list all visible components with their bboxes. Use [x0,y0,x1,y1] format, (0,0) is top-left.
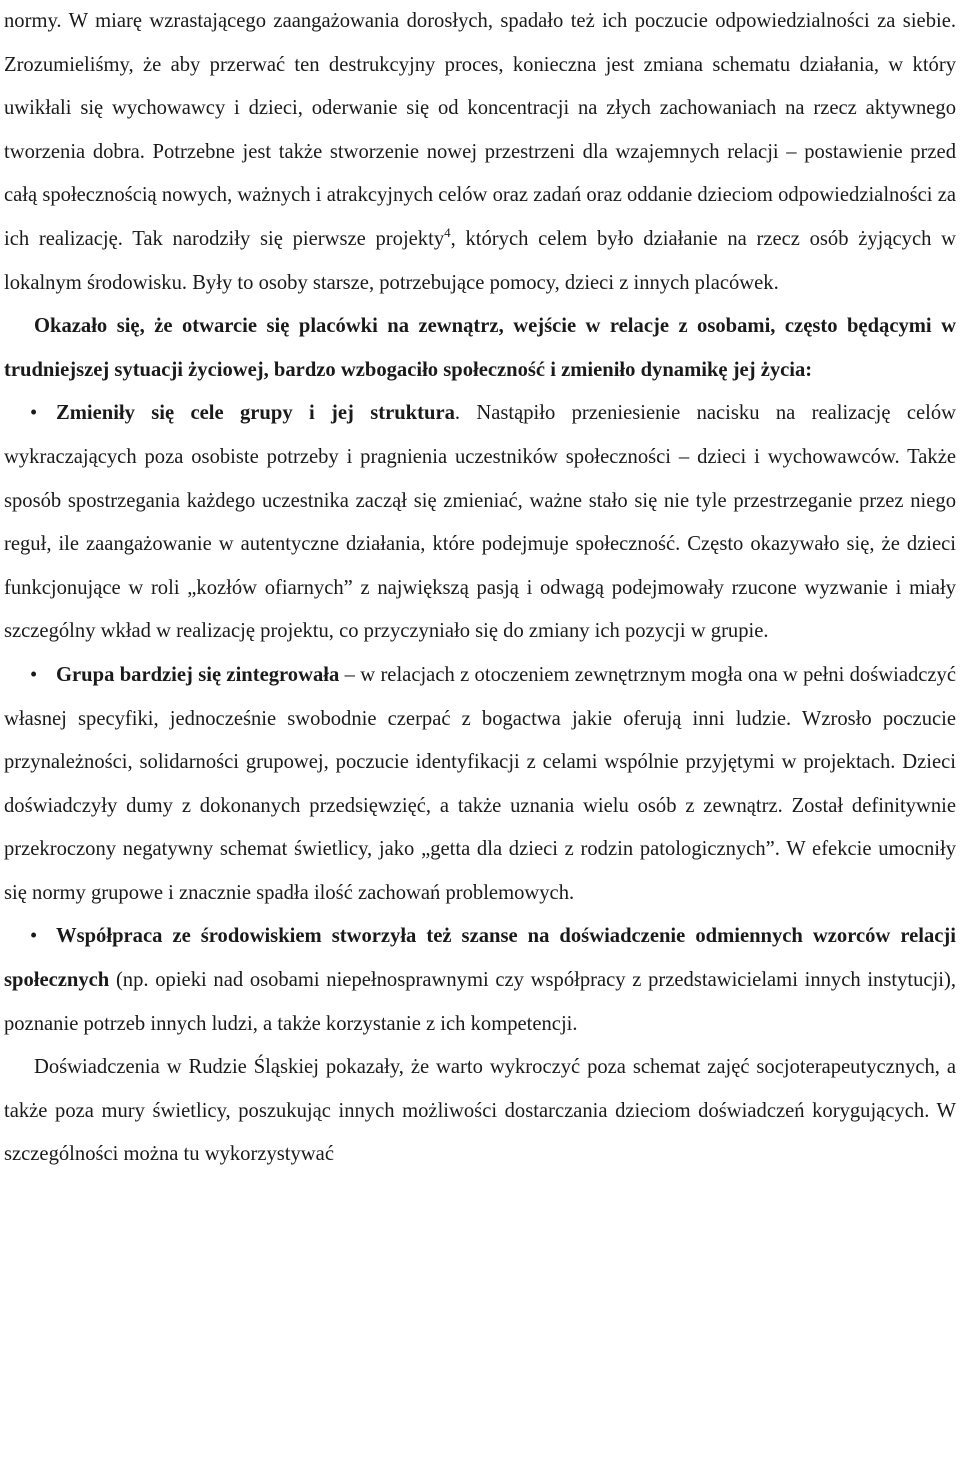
bullet-marker: • [30,402,38,425]
bullet-item-3-text: (np. opieki nad osobami niepełnosprawnymi czy współpracy z przedstawicielami innych instytucji), poznanie potrzeb innych ludzi, a także korzystanie z ich kompetencji. [4,969,956,1035]
bullet-item-3-heading: Współpraca ze środowiskiem stworzyła też szanse na doświadczenie odmiennych wzorców relacji społecznych [4,925,956,992]
footnote-reference: 4 [444,225,451,241]
document-page [4,0,956,1177]
bullet-marker: • [30,925,38,948]
bullet-item-2-text: – w relacjach z otoczeniem zewnętrznym mogła ona w pełni doświadczyć własnej specyfiki, jednocześnie swobodnie czerpać z bogactwa jakie oferują inni ludzie. Wzrosło poczucie przynależności, solidarności grupowej, poczucie identyfikacji z celami wspólnie przyjętymi w projektach. Dzieci doświadczyły dumy z dokonanych przedsięwzięć, a także uznania wielu osób z zewnątrz. Został definitywnie przekroczony negatywny schemat świetlicy, jako „getta dla dzieci z rodzin patologicznych”. W efekcie umocniły się normy grupowe i znacznie spadła ilość zachowań problemowych. [4,663,956,904]
paragraph-intro [4,0,956,305]
bullet-item-3 [4,915,956,1046]
paragraph-intro-text-cont: , których celem było działanie na rzecz osób żyjących w lokalnym środowisku. Były to osoby starsze, potrzebujące pomocy, dzieci z innych placówek. [4,227,957,294]
bullet-item-2 [4,654,956,916]
bullet-item-1-text: . Nastąpiło przeniesienie nacisku na realizację celów wykraczających poza osobiste potrzeby i pragnienia uczestników społeczności – dzieci i wychowawców. Także sposób spostrzegania każdego uczestnika zaczął się zmieniać, ważne stało się nie tyle przestrzeganie przez niego reguł, ile zaangażowanie w autentyczne działania, które podejmuje społeczność. Często okazywało się, że dzieci funkcjonujące w roli „kozłów ofiarnych” z największą pasją i odwagą podejmowały rzucone wyzwanie i miały szczególny wkład w realizację projektu, co przyczyniało się do zmiany ich pozycji w grupie. [4,402,957,643]
bullet-item-2-heading: Grupa bardziej się zintegrowała [56,663,340,686]
bullet-item-1 [4,392,956,654]
bullet-marker: • [30,663,38,686]
paragraph-intro-text: normy. W miarę wzrastającego zaangażowania dorosłych, spadało też ich poczucie odpowiedzialności za siebie. Zrozumieliśmy, że aby przerwać ten destrukcyjny proces, konieczna jest zmiana schematu działania, w który uwikłali się wychowawcy i dzieci, oderwanie się od koncentracji na złych zachowaniach na rzecz aktywnego tworzenia dobra. Potrzebne jest także stworzenie nowej przestrzeni dla wzajemnych relacji – postawienie przed całą społecznością nowych, ważnych i atrakcyjnych celów oraz zadań oraz oddanie dzieciom odpowiedzialności za ich realizację. Tak narodziły się pierwsze projekty [4,10,956,250]
bullet-item-1-heading: Zmieniły się cele grupy i jej struktura [56,402,455,425]
paragraph-closing: Doświadczenia w Rudzie Śląskiej pokazały, że warto wykroczyć poza schemat zajęć socjoterapeutycznych, a także poza mury świetlicy, poszukując innych możliwości dostarczania dzieciom doświadczeń korygujących. W szczególności można tu wykorzystywać [4,1056,956,1166]
paragraph-bold-lead: Okazało się, że otwarcie się placówki na zewnątrz, wejście w relacje z osobami, często będącymi w trudniejszej sytuacji życiowej, bardzo wzbogaciło społeczność i zmieniło dynamikę jej życia: [4,315,956,381]
